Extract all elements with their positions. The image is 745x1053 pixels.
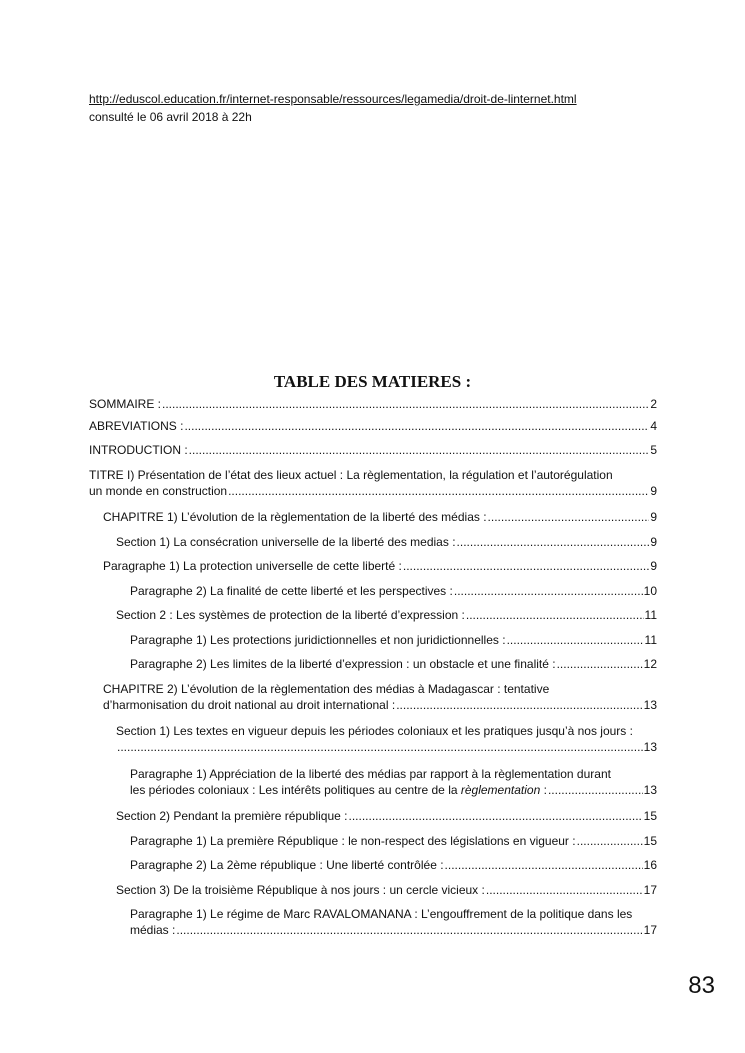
toc-entry-introduction[interactable]: [89, 442, 657, 458]
toc-leader-dots: [228, 483, 649, 499]
toc-leader-dots: [488, 509, 650, 525]
toc-leader-dots: [486, 882, 643, 898]
toc-page-number: 11: [644, 608, 657, 622]
toc-entry-abreviations[interactable]: [89, 418, 657, 434]
toc-page-number: 13: [643, 740, 657, 754]
toc-entry-heading: Paragraphe 1) Le régime de Marc RAVALOMANANA : L’engouffrement de la politique dans les: [130, 907, 633, 921]
toc-leader-dots: [445, 857, 643, 873]
toc-entry-label: médias :: [130, 923, 176, 937]
toc-entry-label-part: les périodes coloniaux : Les intérêts politiques au centre de la: [130, 783, 461, 797]
toc-leader-dots: [548, 782, 643, 798]
toc-leader-dots: [454, 583, 643, 599]
toc-entry-label: ABREVIATIONS :: [89, 419, 184, 433]
toc-entry-paragraphe-2[interactable]: [130, 583, 657, 599]
toc-page-number: 4: [650, 419, 657, 433]
toc-leader-dots: [348, 808, 642, 824]
toc-entry-label: Paragraphe 1) La première République : le non-respect des législations en vigueur :: [130, 834, 576, 848]
toc-entry-label: [130, 782, 547, 798]
toc-leader-dots: [117, 739, 643, 755]
toc-entry-label: SOMMAIRE :: [89, 397, 162, 411]
toc-page-number: 5: [650, 443, 657, 457]
toc-entry-paragraphe-2b[interactable]: [130, 656, 657, 672]
toc-entry-paragraphe-1c[interactable]: [130, 766, 657, 798]
toc-entry-sommaire[interactable]: [89, 396, 657, 412]
toc-page-number: 17: [643, 923, 657, 937]
toc-entry-chapitre-1[interactable]: [103, 509, 657, 525]
toc-entry-paragraphe-1[interactable]: [103, 558, 657, 574]
toc-entry-section-2b[interactable]: [116, 808, 657, 824]
toc-page-number: 13: [643, 698, 657, 712]
toc-page-number: 9: [650, 510, 657, 524]
toc-entry-paragraphe-1e[interactable]: [130, 906, 657, 938]
toc-page-number: 17: [643, 883, 657, 897]
toc-entry-paragraphe-1d[interactable]: [130, 833, 657, 849]
toc-page-number: 12: [643, 657, 657, 671]
toc-entry-label: un monde en construction: [89, 484, 228, 498]
toc-entry-heading: Paragraphe 1) Appréciation de la liberté des médias par rapport à la règlementation durant: [130, 767, 611, 781]
toc-leader-dots: [577, 833, 643, 849]
toc-entry-chapitre-2[interactable]: [103, 681, 657, 713]
toc-entry-heading: TITRE I) Présentation de l’état des lieux actuel : La règlementation, la régulation et l’autorégulation: [89, 468, 613, 482]
reference-block: [89, 90, 577, 126]
toc-entry-label-suffix: :: [540, 783, 547, 797]
toc-title: TABLE DES MATIERES :: [273, 372, 472, 391]
toc-page-number: 9: [650, 559, 657, 573]
toc-page-number: 15: [643, 834, 657, 848]
toc-page-number: 15: [643, 809, 657, 823]
toc-leader-dots: [176, 922, 642, 938]
toc-page-number: 10: [643, 584, 657, 598]
toc-page-number: 2: [650, 397, 657, 411]
toc-page-number: 9: [650, 535, 657, 549]
toc-entry-label: Section 2 : Les systèmes de protection de la liberté d’expression :: [116, 608, 465, 622]
toc-leader-dots: [189, 442, 650, 458]
toc-page-number: 11: [644, 633, 657, 647]
toc-leader-dots: [184, 418, 649, 434]
toc-entry-paragraphe-1b[interactable]: [130, 632, 657, 648]
toc-entry-label: Paragraphe 2) La finalité de cette liberté et les perspectives :: [130, 584, 453, 598]
toc-entry-heading: CHAPITRE 2) L’évolution de la règlementation des médias à Madagascar : tentative: [103, 682, 550, 696]
toc-entry-label: Section 3) De la troisième République à nos jours : un cercle vicieux :: [116, 883, 485, 897]
toc-entry-label: INTRODUCTION :: [89, 443, 188, 457]
toc-entry-label-italic: règlementation: [460, 783, 541, 797]
toc-leader-dots: [557, 656, 643, 672]
toc-entry-label: Paragraphe 2) Les limites de la liberté d’expression : un obstacle et une finalité :: [130, 657, 556, 671]
toc-entry-label: Paragraphe 1) La protection universelle de cette liberté :: [103, 559, 402, 573]
toc-entry-section-1b[interactable]: [116, 723, 657, 755]
toc-entry-section-2[interactable]: [116, 607, 657, 623]
toc-entry-section-3[interactable]: [116, 882, 657, 898]
toc-entry-label: Section 2) Pendant la première république :: [116, 809, 348, 823]
toc-leader-dots: [403, 558, 649, 574]
toc-entry-label: CHAPITRE 1) L’évolution de la règlementation de la liberté des médias :: [103, 510, 487, 524]
toc-page-number: 13: [643, 783, 657, 797]
toc-entry-label: d’harmonisation du droit national au droit international :: [103, 698, 396, 712]
toc-entry-label: Paragraphe 1) Les protections juridictionnelles et non juridictionnelles :: [130, 633, 506, 647]
page-number: 83: [688, 972, 715, 999]
reference-consulted-date: consulté le 06 avril 2018 à 22h: [89, 110, 252, 124]
toc-leader-dots: [457, 534, 650, 550]
toc-leader-dots: [396, 697, 642, 713]
toc-entry-section-1[interactable]: [116, 534, 657, 550]
toc-page-number: 9: [650, 484, 657, 498]
toc-entry-label: Section 1) La consécration universelle de la liberté des medias :: [116, 535, 456, 549]
toc-entry-heading: Section 1) Les textes en vigueur depuis les périodes coloniaux et les pratiques jusqu’à nos jours :: [116, 724, 633, 738]
toc-leader-dots: [162, 396, 649, 412]
toc-entry-label: Paragraphe 2) La 2ème république : Une liberté contrôlée :: [130, 858, 444, 872]
toc-entry-titre-1[interactable]: [89, 467, 657, 499]
toc-page-number: 16: [643, 858, 657, 872]
toc-leader-dots: [507, 632, 644, 648]
reference-link[interactable]: http://eduscol.education.fr/internet-responsable/ressources/legamedia/droit-de-linternet.html: [89, 92, 577, 106]
toc-leader-dots: [466, 607, 644, 623]
toc-entry-paragraphe-2d[interactable]: [130, 857, 657, 873]
